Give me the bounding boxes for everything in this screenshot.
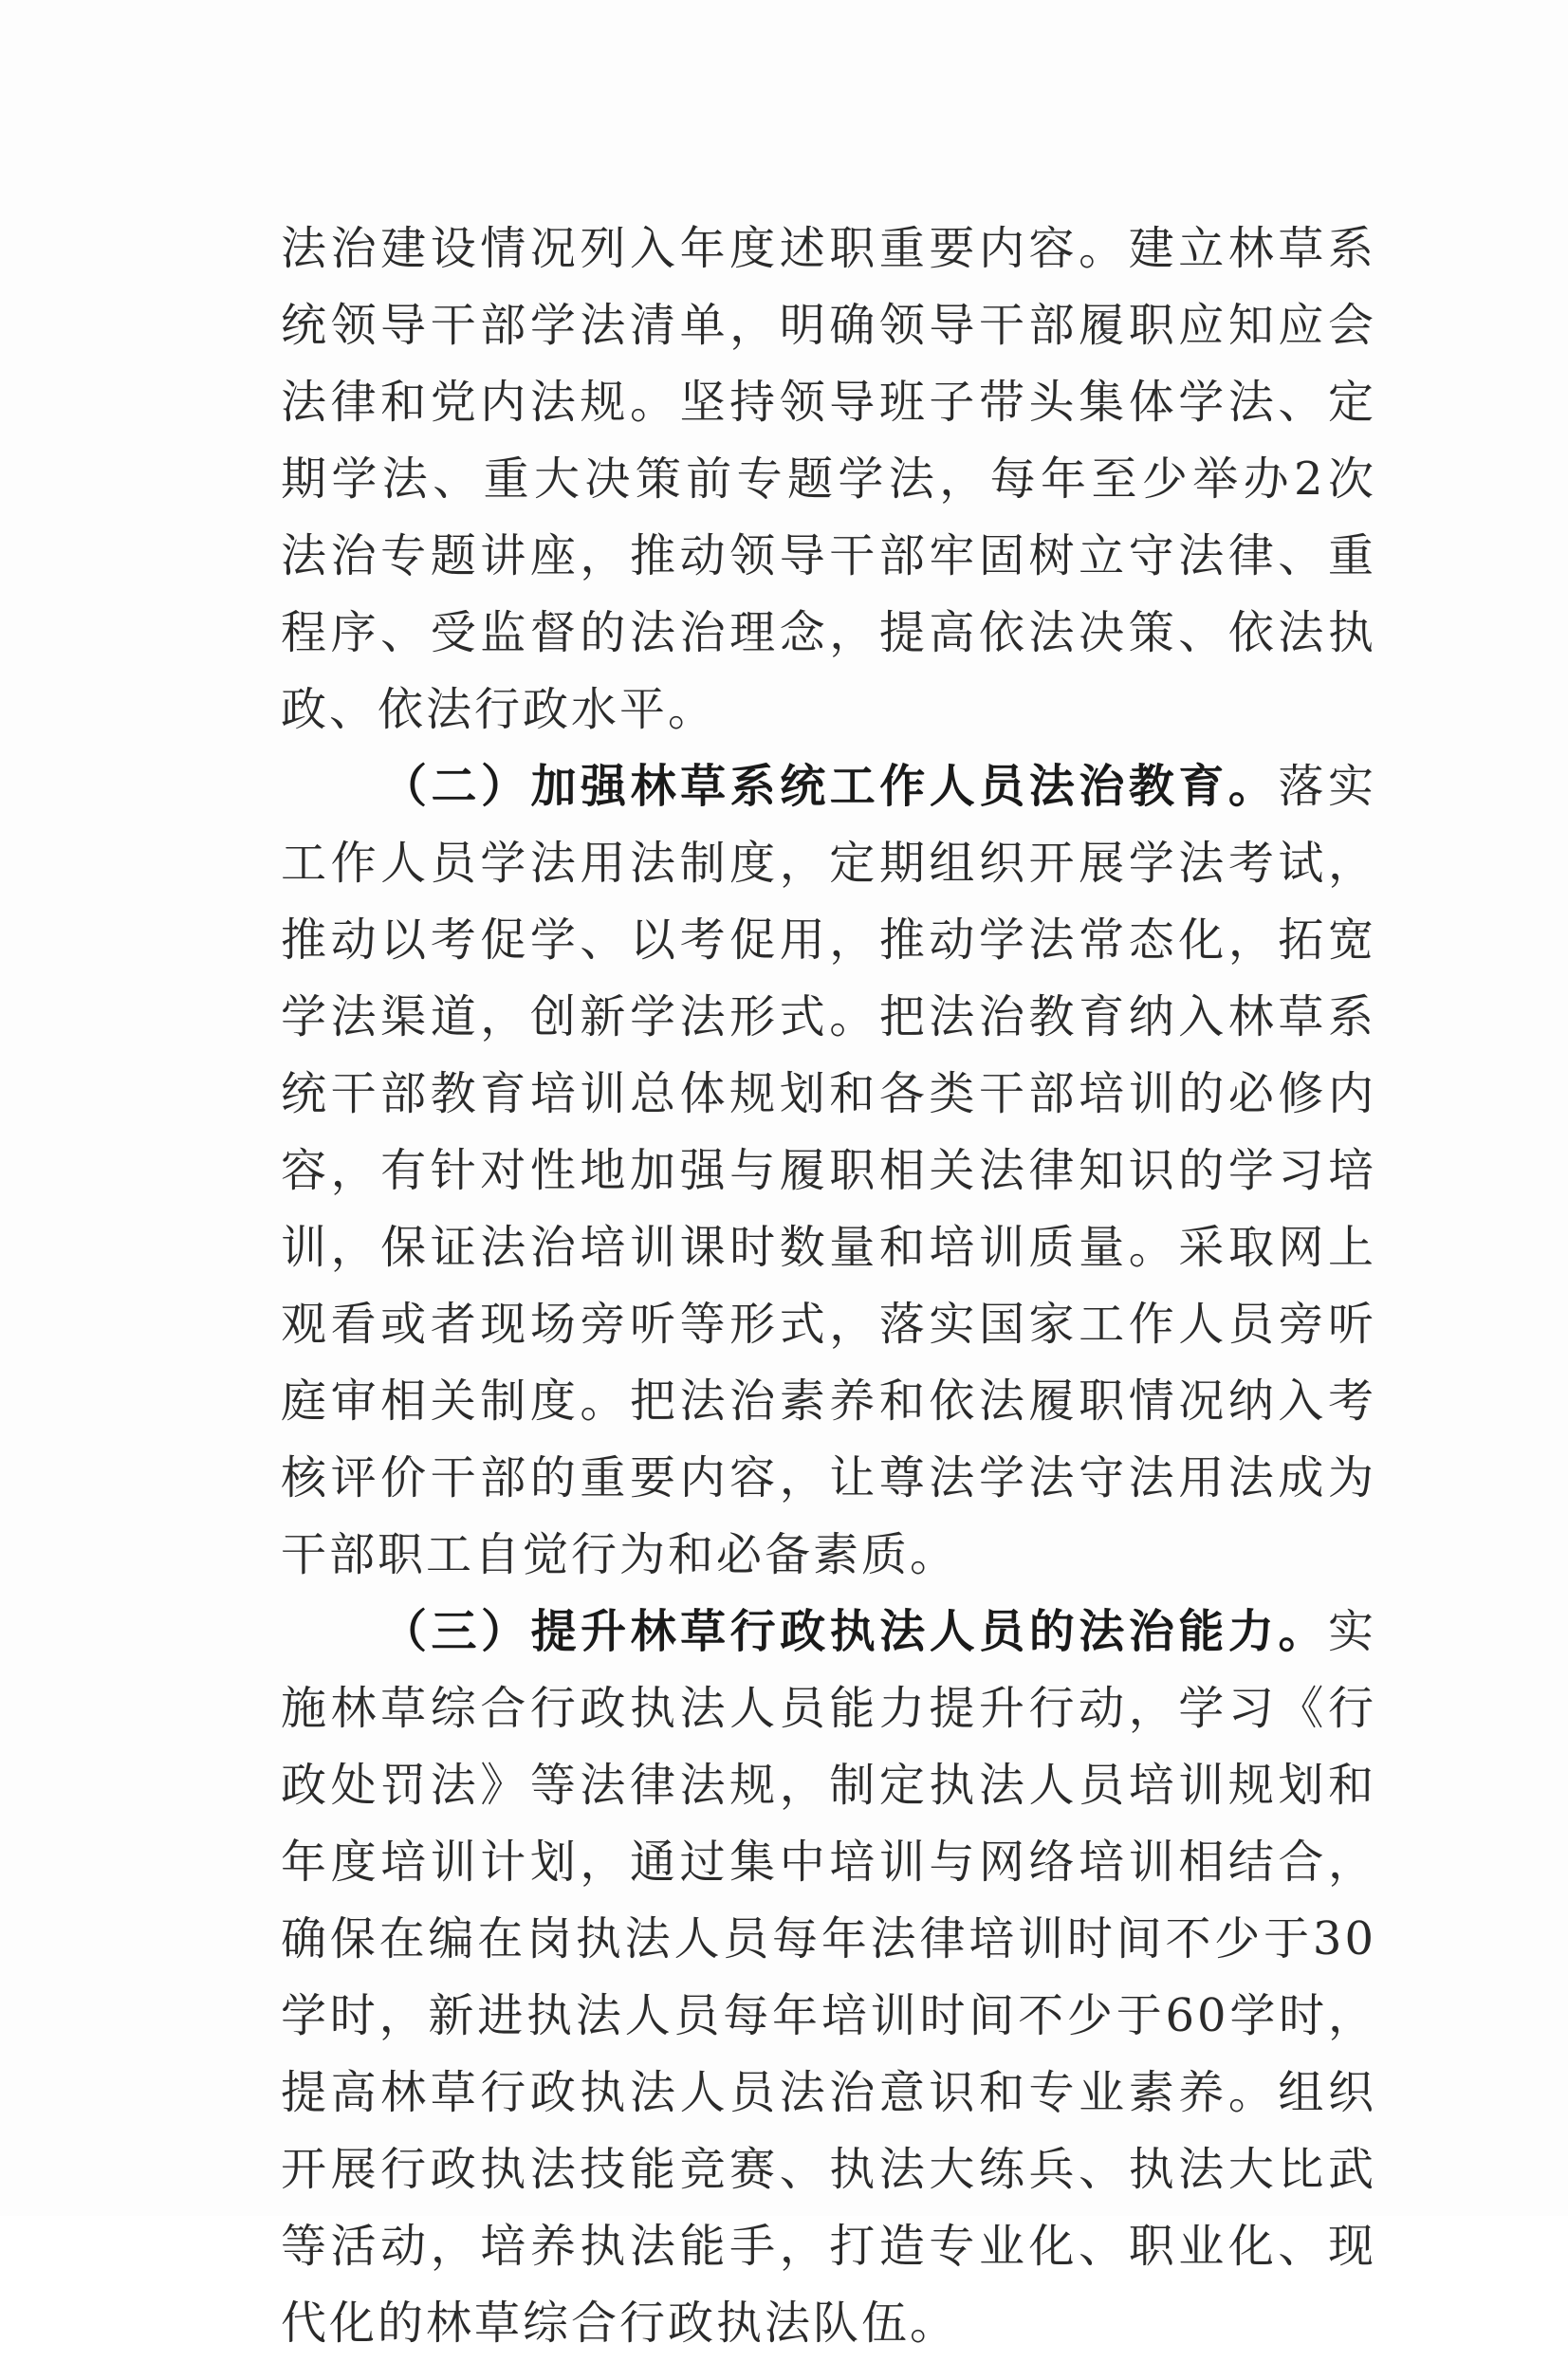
paragraph-text: 落实工作人员学法用法制度，定期组织开展学法考试，推动以考促学、以考促用，推动学法常态化，拓宽学法渠道，创新学法形式。把法治教育纳入林草系统干部教育培训总体规划和各类干部培训的必修内容，有针对性地加强与履职相关法律知识的学习培训，保证法治培训课时数量和培训质量。采取网上观看或者现场旁听等形式，落实国家工作人员旁听庭审相关制度。把法治素养和依法履职情况纳入考核评价干部的重要内容，让尊法学法守法用法成为干部职工自觉行为和必备素质。: [281, 760, 1376, 1581]
section-heading: （三）提升林草行政执法人员的法治能力。: [381, 1605, 1328, 1658]
paragraph-text: 实施林草综合行政执法人员能力提升行动，学习《行政处罚法》等法律法规，制定执法人员培训规划和年度培训计划，通过集中培训与网络培训相结合，确保在编在岗执法人员每年法律培训时间不少于30学时，新进执法人员每年培训时间不少于60学时，提高林草行政执法人员法治意识和专业素养。组织开展行政执法技能竞赛、执法大练兵、执法大比武等活动，培养执法能手，打造专业化、职业化、现代化的林草综合行政执法队伍。: [281, 1605, 1376, 2350]
paragraph-continued: [281, 211, 1376, 748]
paragraph-text: 法治建设情况列入年度述职重要内容。建立林草系统领导干部学法清单，明确领导干部履职应知应会法律和党内法规。坚持领导班子带头集体学法、定期学法、重大决策前专题学法，每年至少举办2次法治专题讲座，推动领导干部牢固树立守法律、重程序、受监督的法治理念，提高依法决策、依法执政、依法行政水平。: [281, 222, 1376, 736]
document-body: [281, 211, 1376, 2362]
section-heading: （二）加强林草系统工作人员法治教育。: [381, 760, 1279, 813]
paragraph-section-3: [281, 1594, 1376, 2362]
paragraph-section-2: [281, 748, 1376, 1594]
